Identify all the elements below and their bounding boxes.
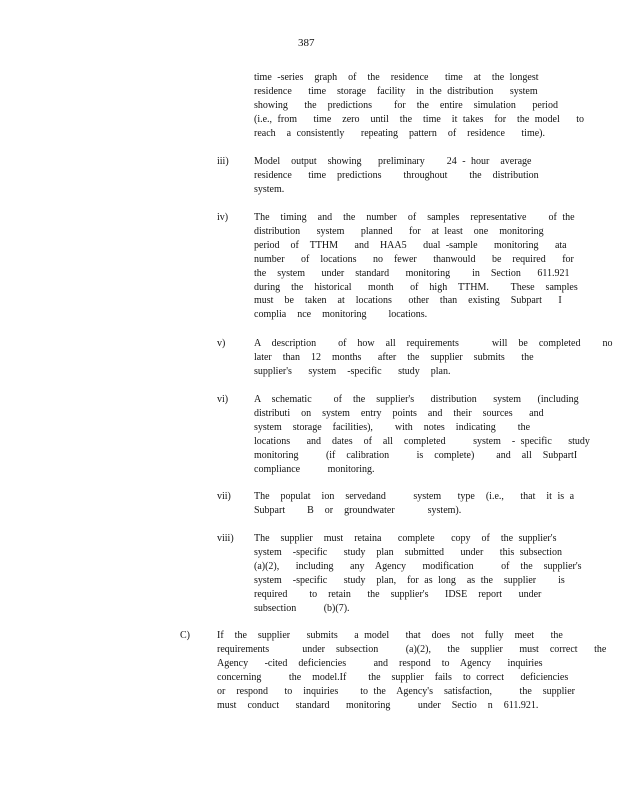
text-line: supplier's system -specific study plan. bbox=[254, 365, 451, 377]
text-line: number of locations no fewer thanwould be required for bbox=[254, 253, 574, 265]
continuation-paragraph bbox=[254, 71, 584, 141]
item-marker-viii: viii) bbox=[217, 533, 234, 544]
item-iii-text bbox=[254, 155, 539, 197]
item-vi-text bbox=[254, 393, 590, 476]
item-vii-text bbox=[254, 490, 574, 518]
section-c-text bbox=[217, 629, 606, 712]
text-line: system storage facilities), with notes indicating the bbox=[254, 421, 531, 433]
item-marker-iii: iii) bbox=[217, 156, 229, 167]
text-line: during the historical month of high TTHM. These samples bbox=[254, 281, 578, 293]
text-line: must conduct standard monitoring under Sectio n 611.921. bbox=[217, 699, 539, 711]
text-line: concerning the model.If the supplier fails to correct deficiencies bbox=[217, 671, 569, 683]
item-iv-text bbox=[254, 211, 578, 322]
text-line: If the supplier submits a model that does not fully meet the bbox=[217, 630, 563, 641]
text-line: subsection (b)(7). bbox=[254, 602, 350, 614]
text-line: reach a consistently repeating pattern of residence time). bbox=[254, 127, 546, 139]
text-line: (i.e., from time zero until the time it takes for the model to bbox=[254, 113, 585, 125]
text-line: distribution system planned for at least one monitoring bbox=[254, 225, 544, 237]
text-line: time -series graph of the residence time at the longest bbox=[254, 72, 539, 83]
text-line: later than 12 months after the supplier submits the bbox=[254, 351, 534, 363]
page-number: 387 bbox=[298, 37, 315, 49]
item-marker-vii: vii) bbox=[217, 491, 231, 502]
text-line: required to retain the supplier's IDSE report under bbox=[254, 588, 542, 600]
text-line: Agency -cited deficiencies and respond to Agency inquiries bbox=[217, 657, 543, 669]
item-marker-iv: iv) bbox=[217, 212, 229, 223]
text-line: A description of how all requirements will be completed no bbox=[254, 338, 613, 349]
text-line: system -specific study plan, for as long as the supplier is bbox=[254, 574, 565, 586]
text-line: requirements under subsection (a)(2), the supplier must correct the bbox=[217, 643, 607, 655]
text-line: The populat ion servedand system type (i.e., that it is a bbox=[254, 491, 575, 502]
item-viii-text bbox=[254, 532, 582, 615]
text-line: compliance monitoring. bbox=[254, 463, 375, 475]
section-marker-c: C) bbox=[180, 630, 190, 641]
text-line: locations and dates of all completed system - specific study bbox=[254, 435, 590, 447]
text-line: distributi on system entry points and their sources and bbox=[254, 407, 544, 419]
text-line: period of TTHM and HAA5 dual -sample monitoring ata bbox=[254, 239, 567, 251]
text-line: showing the predictions for the entire simulation period bbox=[254, 99, 558, 111]
text-line: the system under standard monitoring in Section 611.921 bbox=[254, 267, 570, 279]
text-line: residence time storage facility in the distribution system bbox=[254, 85, 538, 97]
text-line: The timing and the number of samples representative of the bbox=[254, 212, 575, 223]
text-line: Model output showing preliminary 24 - hour average bbox=[254, 156, 532, 167]
text-line: monitoring (if calibration is complete) and all SubpartI bbox=[254, 449, 578, 461]
text-line: The supplier must retaina complete copy of the supplier's bbox=[254, 533, 557, 544]
text-line: Subpart B or groundwater system). bbox=[254, 504, 462, 516]
text-line: A schematic of the supplier's distribution system (including bbox=[254, 394, 579, 405]
item-v-text bbox=[254, 337, 613, 379]
text-line: system. bbox=[254, 183, 285, 195]
text-line: system -specific study plan submitted under this subsection bbox=[254, 546, 562, 558]
text-line: or respond to inquiries to the Agency's satisfaction, the supplier bbox=[217, 685, 575, 697]
text-line: (a)(2), including any Agency modification of the supplier's bbox=[254, 560, 582, 572]
text-line: must be taken at locations other than existing Subpart I bbox=[254, 295, 562, 307]
text-line: complia nce monitoring locations. bbox=[254, 309, 428, 321]
item-marker-v: v) bbox=[217, 338, 226, 349]
item-marker-vi: vi) bbox=[217, 394, 229, 405]
text-line: residence time predictions throughout the distribution bbox=[254, 169, 539, 181]
